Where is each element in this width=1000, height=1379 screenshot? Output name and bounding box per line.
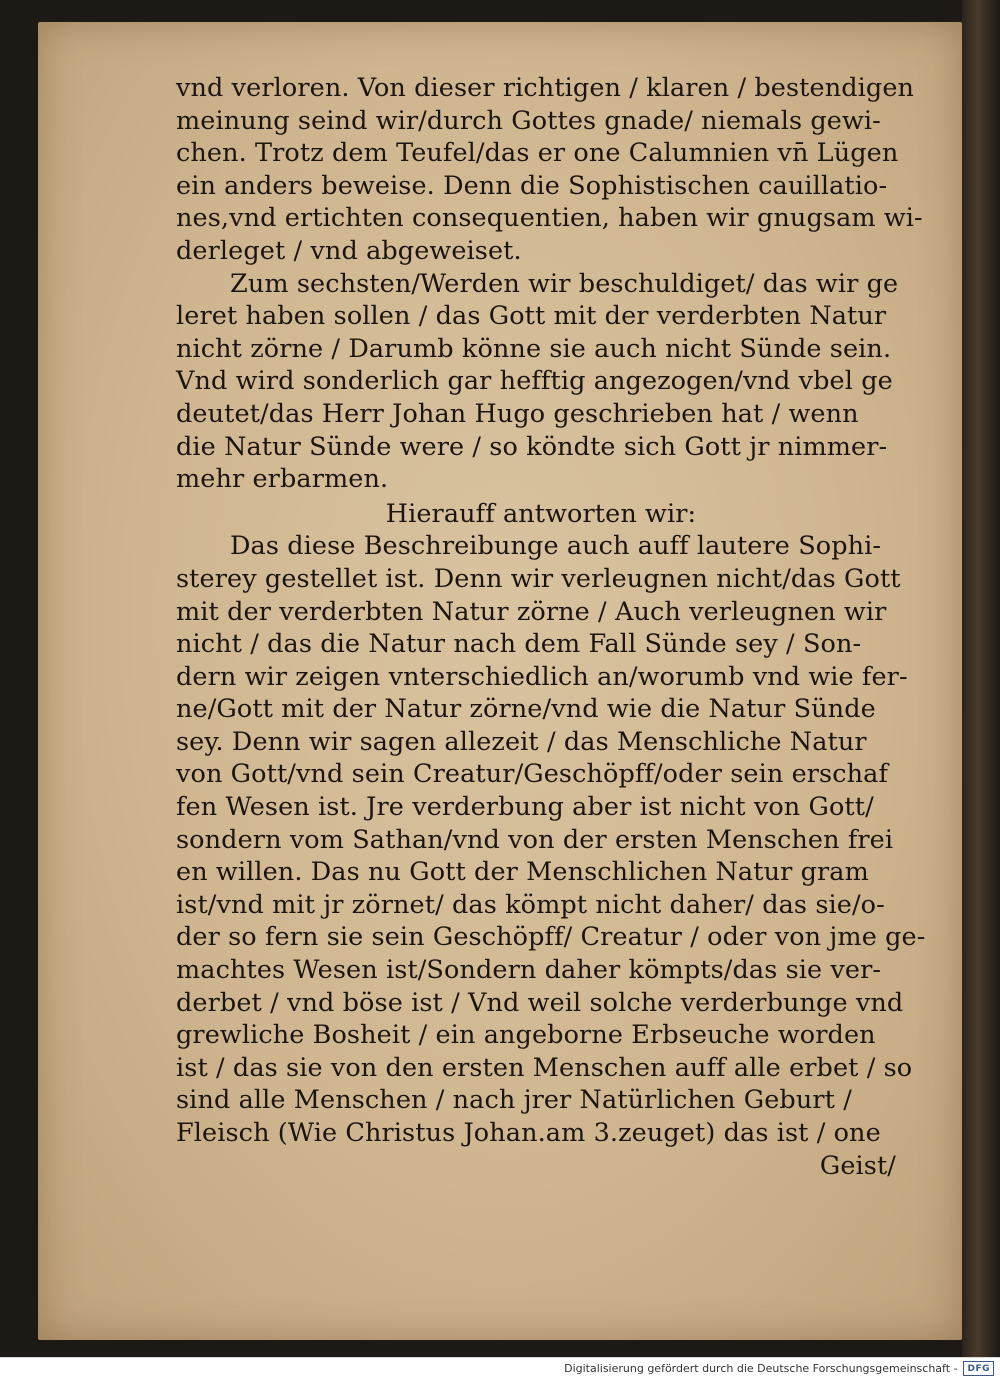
paragraph-2	[176, 268, 906, 496]
dfg-logo-icon: DFG	[963, 1361, 994, 1376]
text-line: nes,vnd ertichten consequentien, haben wir gnugsam wi-	[176, 203, 923, 234]
text-line: die Natur Sünde were / so köndte sich Gott jr nimmer-	[176, 431, 888, 462]
text-line: dern wir zeigen vnterschiedlich an/worumb vnd wie fer-	[176, 661, 908, 692]
book-edge	[962, 0, 1000, 1357]
text-line: ist/vnd mit jr zörnet/ das kömpt nicht daher/ das sie/o-	[176, 889, 885, 920]
text-line: deutet/das Herr Johan Hugo geschrieben hat / wenn	[176, 398, 859, 429]
section-heading: Hierauff antworten wir:	[385, 498, 697, 529]
text-line: ist / das sie von den ersten Menschen auff alle erbet / so	[176, 1052, 913, 1083]
text-line: leret haben sollen / das Gott mit der verderbten Natur	[176, 301, 887, 332]
text-line: der so fern sie sein Geschöpff/ Creatur / oder von jme ge-	[176, 922, 926, 953]
text-line: sondern vom Sathan/vnd von der ersten Menschen frei	[176, 824, 894, 855]
text-line: nicht zörne / Darumb könne sie auch nicht Sünde sein.	[176, 333, 892, 364]
text-line: derbet / vnd böse ist / Vnd weil solche verderbunge vnd	[176, 987, 904, 1018]
catchword: Geist/	[819, 1150, 896, 1181]
text-line: meinung seind wir/durch Gottes gnade/ niemals gewi-	[176, 105, 881, 136]
text-line: en willen. Das nu Gott der Menschlichen Natur gram	[176, 857, 869, 888]
text-line: ein anders beweise. Denn die Sophistischen cauillatio-	[176, 170, 888, 201]
text-line: fen Wesen ist. Jre verderbung aber ist nicht von Gott/	[176, 792, 874, 823]
text-line: Fleisch (Wie Christus Johan.am 3.zeuget) das ist / one	[176, 1118, 881, 1148]
text-line: vnd verloren. Von dieser richtigen / klaren / bestendigen	[176, 73, 915, 103]
text-line: sind alle Menschen / nach jrer Natürlichen Geburt /	[176, 1085, 852, 1116]
paragraph-1	[176, 72, 923, 268]
text-line: machtes Wesen ist/Sondern daher kömpts/das sie ver-	[176, 955, 882, 986]
text-line: derleget / vnd abgeweiset.	[176, 235, 522, 266]
text-line: nicht / das die Natur nach dem Fall Sünde sey / Son-	[176, 629, 862, 660]
text-line: ne/Gott mit der Natur zörne/vnd wie die Natur Sünde	[176, 694, 876, 725]
digitization-footer	[0, 1357, 1000, 1379]
text-line: sterey gestellet ist. Denn wir verleugnen nicht/das Gott	[176, 563, 901, 594]
text-line: grewliche Bosheit / ein angeborne Erbseuche worden	[176, 1020, 876, 1051]
text-line: von Gott/vnd sein Creatur/Geschöpff/oder sein erschaf	[176, 759, 888, 790]
text-line: Vnd wird sonderlich gar hefftig angezogen/vnd vbel ge	[176, 366, 893, 397]
text-line: mehr erbarmen.	[176, 464, 389, 495]
paragraph-3	[176, 530, 926, 1149]
text-line: Das diese Beschreibunge auch auff lautere Sophi-	[230, 531, 882, 562]
page-text	[176, 72, 926, 1182]
text-line: Zum sechsten/Werden wir beschuldiget/ das wir ge	[230, 268, 899, 299]
text-line: sey. Denn wir sagen allezeit / das Menschliche Natur	[176, 726, 867, 757]
text-line: chen. Trotz dem Teufel/das er one Calumnien vn̄ Lügen	[176, 138, 899, 169]
text-line: mit der verderbten Natur zörne / Auch verleugnen wir	[176, 596, 887, 627]
funding-notice: Digitalisierung gefördert durch die Deutsche Forschungsgemeinschaft -	[564, 1362, 958, 1375]
